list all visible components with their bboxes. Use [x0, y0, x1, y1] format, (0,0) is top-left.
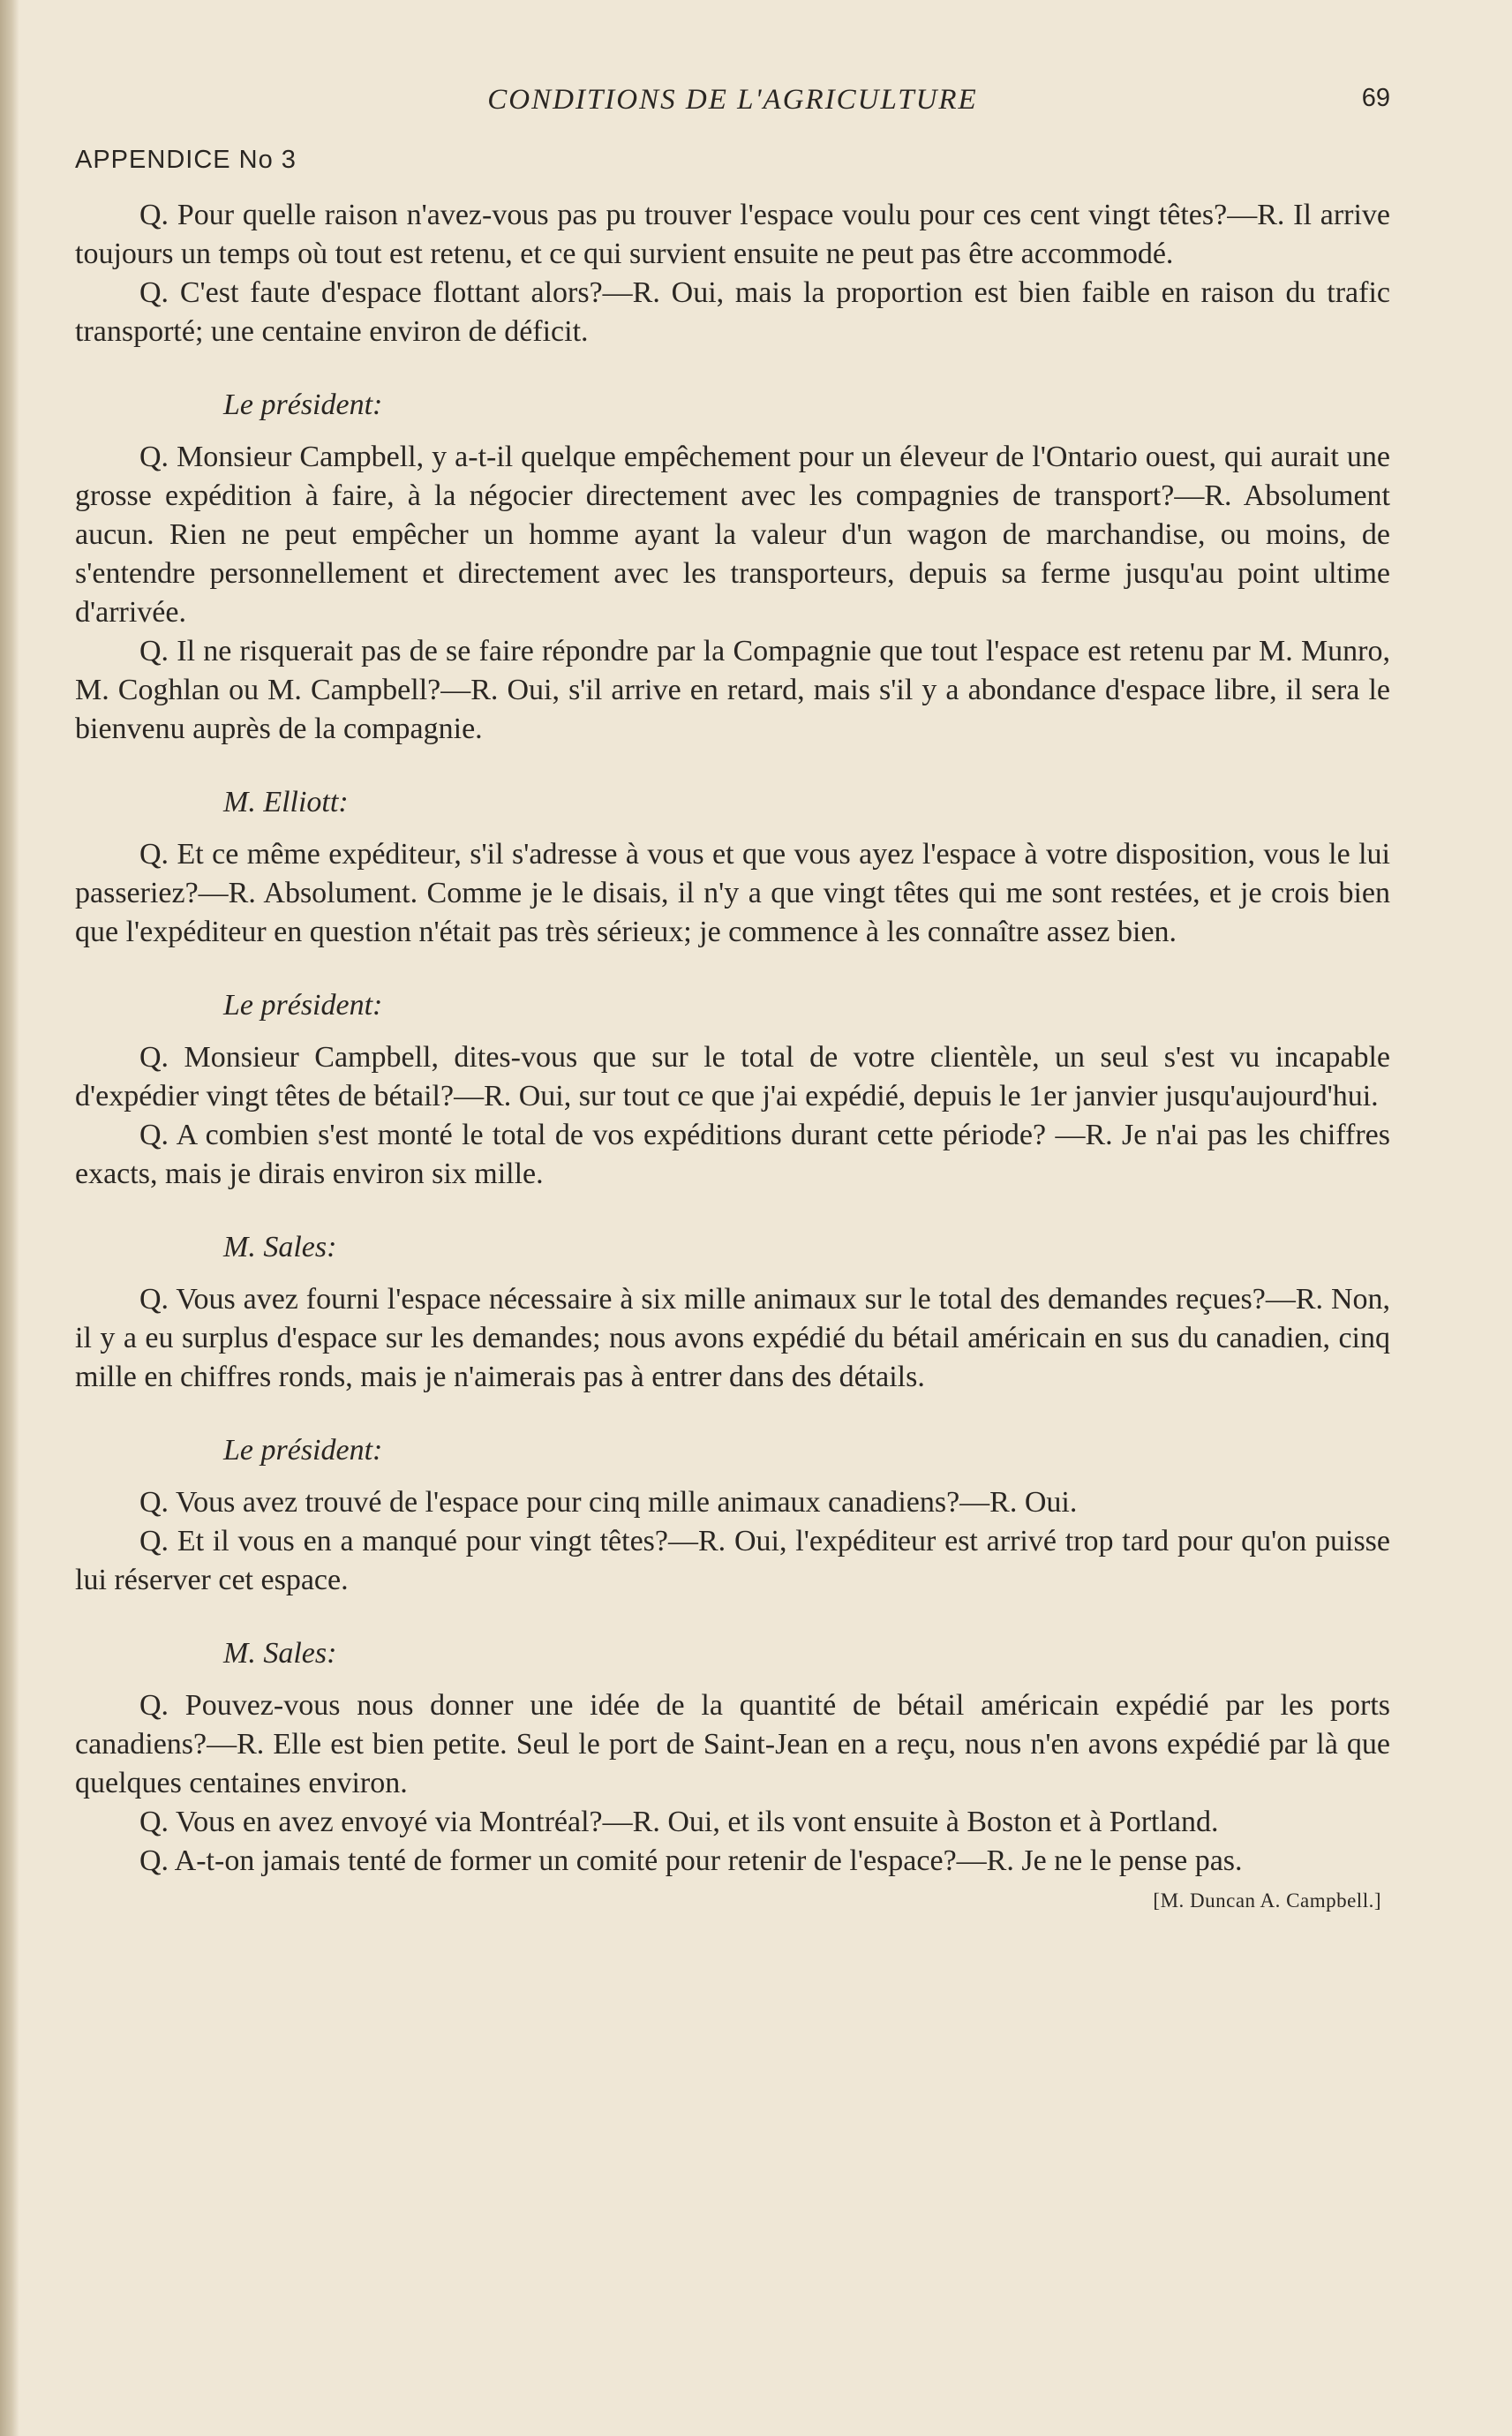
- document-page: [75, 84, 1390, 1912]
- question-answer-paragraph: Q. Vous avez fourni l'espace nécessaire à six mille animaux sur le total des demandes reçues?—R. Non, il y a eu surplus d'espace sur les demandes; nous avons expédié du bétail américain en sus du canadien, cinq mille en chiffres ronds, mais je n'aimerais pas à entrer dans des détails.: [75, 1283, 1390, 1393]
- page-number: 69: [1361, 84, 1390, 112]
- dialogue-block: [75, 390, 1390, 749]
- speaker-label: Le président:: [223, 388, 383, 421]
- speaker-label: M. Sales:: [223, 1231, 337, 1263]
- dialogue-block: [75, 1233, 1390, 1397]
- dialogue-block: [75, 1436, 1390, 1600]
- dialogue-block: [75, 196, 1390, 351]
- question-answer-paragraph: Q. Pouvez-vous nous donner une idée de la quantité de bétail américain expédié par les ports canadiens?—R. Elle est bien petite. Seul le port de Saint-Jean en a reçu, nous n'en avons expédié par là que quelques centaines environ.: [75, 1689, 1390, 1799]
- dialogue-block: [75, 991, 1390, 1194]
- appendix-label: APPENDICE No 3: [75, 146, 297, 174]
- dialogue-block: [75, 1639, 1390, 1881]
- speaker-label: M. Elliott:: [223, 786, 349, 818]
- witness-signature: [M. Duncan A. Campbell.]: [1153, 1889, 1381, 1912]
- speaker-label: M. Sales:: [223, 1637, 337, 1670]
- question-answer-paragraph: Q. Monsieur Campbell, dites-vous que sur le total de votre clientèle, un seul s'est vu incapable d'expédier vingt têtes de bétail?—R. Oui, sur tout ce que j'ai expédié, depuis le 1er janvier jusqu'aujourd'hui.: [75, 1041, 1390, 1112]
- question-answer-paragraph: Q. Et ce même expéditeur, s'il s'adresse à vous et que vous ayez l'espace à votre disposition, vous le lui passeriez?—R. Absolument. Comme je le disais, il n'y a que vingt têtes qui me sont restées, et je crois bien que l'expéditeur en question n'était pas très sérieux; je commence à les connaître assez bien.: [75, 838, 1390, 948]
- speaker-label: Le président:: [223, 1434, 383, 1467]
- question-answer-paragraph: Q. A combien s'est monté le total de vos expéditions durant cette période? —R. Je n'ai pas les chiffres exacts, mais je dirais environ six mille.: [75, 1119, 1390, 1190]
- question-answer-paragraph: Q. Il ne risquerait pas de se faire répondre par la Compagnie que tout l'espace est retenu par M. Munro, M. Coghlan ou M. Campbell?—R. Oui, s'il arrive en retard, mais s'il y a abondance d'espace libre, il sera le bienvenu auprès de la compagnie.: [75, 635, 1390, 745]
- speaker-label: Le président:: [223, 989, 383, 1022]
- running-title: CONDITIONS DE L'AGRICULTURE: [487, 84, 978, 116]
- question-answer-paragraph: Q. Et il vous en a manqué pour vingt têtes?—R. Oui, l'expéditeur est arrivé trop tard pour qu'on puisse lui réserver cet espace.: [75, 1525, 1390, 1596]
- question-answer-paragraph: Q. Vous avez trouvé de l'espace pour cinq mille animaux canadiens?—R. Oui.: [139, 1486, 1078, 1519]
- question-answer-paragraph: Q. Pour quelle raison n'avez-vous pas pu trouver l'espace voulu pour ces cent vingt têtes?—R. Il arrive toujours un temps où tout est retenu, et ce qui survient ensuite ne peut pas être accommodé.: [75, 199, 1390, 270]
- question-answer-paragraph: Q. A-t-on jamais tenté de former un comité pour retenir de l'espace?—R. Je ne le pense pas.: [139, 1844, 1243, 1877]
- dialogue-block: [75, 788, 1390, 952]
- binding-edge: [0, 0, 19, 2436]
- running-head: [75, 84, 1390, 137]
- question-answer-paragraph: Q. Monsieur Campbell, y a-t-il quelque empêchement pour un éleveur de l'Ontario ouest, qui aurait une grosse expédition à faire, à la négocier directement avec les compagnies de transport?—R. Absolument aucun. Rien ne peut empêcher un homme ayant la valeur d'un wagon de marchandise, ou moins, de s'entendre personnellement et directement avec les transporteurs, depuis sa ferme jusqu'au point ultime d'arrivée.: [75, 441, 1390, 629]
- question-answer-paragraph: Q. C'est faute d'espace flottant alors?—R. Oui, mais la proportion est bien faible en raison du trafic transporté; une centaine environ de déficit.: [75, 276, 1390, 348]
- question-answer-paragraph: Q. Vous en avez envoyé via Montréal?—R. Oui, et ils vont ensuite à Boston et à Portland.: [139, 1806, 1219, 1838]
